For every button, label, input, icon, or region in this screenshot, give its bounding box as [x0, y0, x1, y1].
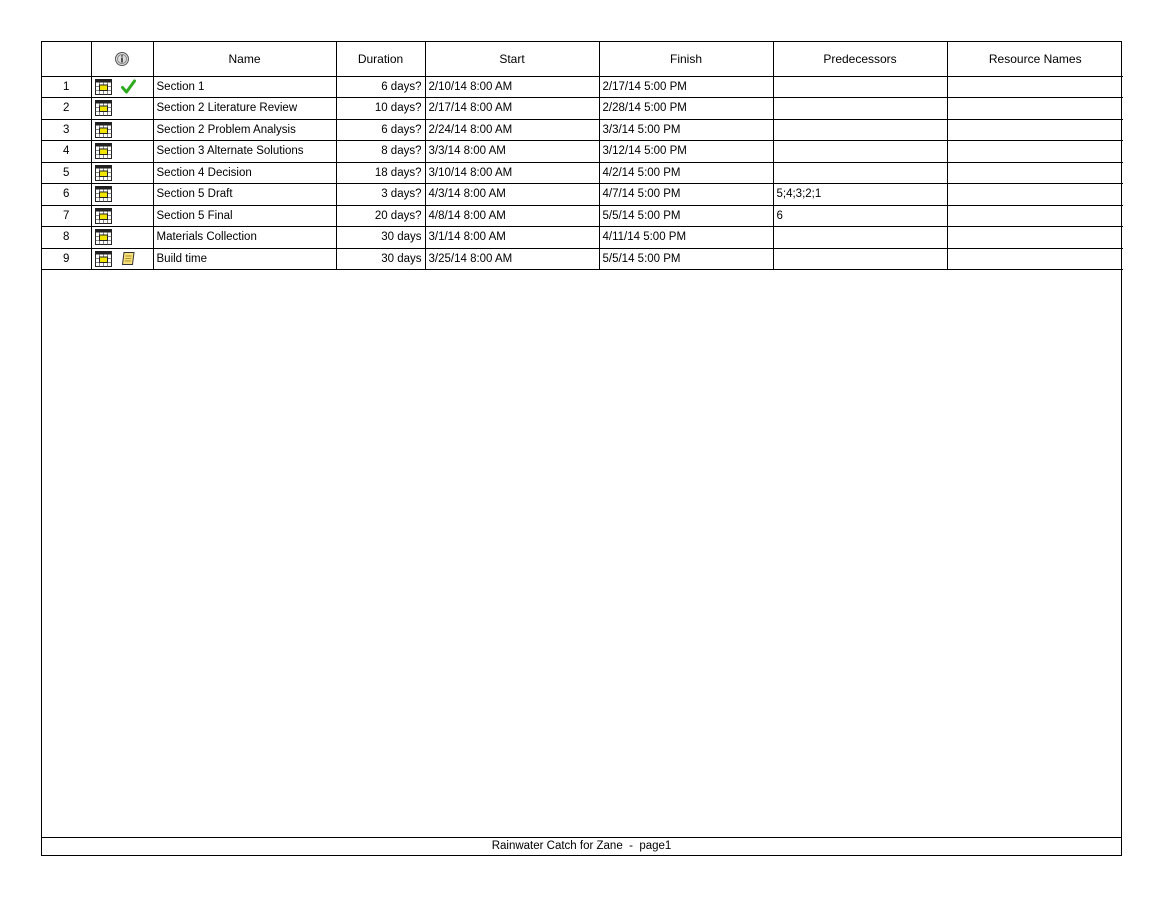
task-finish[interactable]: 2/17/14 5:00 PM — [599, 76, 773, 98]
task-resource-names[interactable] — [947, 119, 1123, 141]
task-predecessors[interactable] — [773, 98, 947, 120]
calendar-icon — [95, 229, 112, 245]
row-indicators — [91, 248, 153, 270]
task-finish[interactable]: 4/7/14 5:00 PM — [599, 184, 773, 206]
table-row[interactable] — [42, 162, 1123, 184]
row-id[interactable]: 5 — [42, 162, 91, 184]
header-resource-names[interactable]: Resource Names — [947, 42, 1123, 76]
header-finish[interactable]: Finish — [599, 42, 773, 76]
task-predecessors[interactable] — [773, 141, 947, 163]
task-table — [42, 42, 1123, 270]
task-start[interactable]: 3/3/14 8:00 AM — [425, 141, 599, 163]
task-predecessors[interactable] — [773, 76, 947, 98]
table-row[interactable] — [42, 184, 1123, 206]
calendar-icon — [95, 186, 112, 202]
task-predecessors[interactable] — [773, 227, 947, 249]
calendar-icon — [95, 79, 112, 95]
header-name[interactable]: Name — [153, 42, 336, 76]
calendar-icon — [95, 165, 112, 181]
row-id[interactable]: 6 — [42, 184, 91, 206]
table-row[interactable] — [42, 98, 1123, 120]
task-start[interactable]: 2/17/14 8:00 AM — [425, 98, 599, 120]
table-row[interactable] — [42, 119, 1123, 141]
task-duration[interactable]: 10 days? — [336, 98, 425, 120]
task-start[interactable]: 3/10/14 8:00 AM — [425, 162, 599, 184]
task-finish[interactable]: 5/5/14 5:00 PM — [599, 205, 773, 227]
task-start[interactable]: 3/25/14 8:00 AM — [425, 248, 599, 270]
task-duration[interactable]: 30 days — [336, 248, 425, 270]
task-resource-names[interactable] — [947, 76, 1123, 98]
row-indicators — [91, 76, 153, 98]
page-footer: Rainwater Catch for Zane - page1 — [42, 837, 1121, 855]
row-id[interactable]: 2 — [42, 98, 91, 120]
table-row[interactable] — [42, 76, 1123, 98]
row-indicators — [91, 119, 153, 141]
header-indicators[interactable] — [91, 42, 153, 76]
task-finish[interactable]: 4/11/14 5:00 PM — [599, 227, 773, 249]
task-start[interactable]: 4/8/14 8:00 AM — [425, 205, 599, 227]
row-id[interactable]: 1 — [42, 76, 91, 98]
task-finish[interactable]: 3/12/14 5:00 PM — [599, 141, 773, 163]
task-finish[interactable]: 4/2/14 5:00 PM — [599, 162, 773, 184]
task-duration[interactable]: 8 days? — [336, 141, 425, 163]
task-finish[interactable]: 2/28/14 5:00 PM — [599, 98, 773, 120]
checkmark-icon — [121, 79, 136, 94]
table-row[interactable] — [42, 205, 1123, 227]
row-id[interactable]: 8 — [42, 227, 91, 249]
row-indicators — [91, 141, 153, 163]
task-name[interactable]: Section 2 Problem Analysis — [153, 119, 336, 141]
row-id[interactable]: 7 — [42, 205, 91, 227]
row-indicators — [91, 162, 153, 184]
task-resource-names[interactable] — [947, 227, 1123, 249]
calendar-icon — [95, 122, 112, 138]
task-name[interactable]: Section 1 — [153, 76, 336, 98]
task-duration[interactable]: 30 days — [336, 227, 425, 249]
task-predecessors[interactable]: 5;4;3;2;1 — [773, 184, 947, 206]
row-indicators — [91, 98, 153, 120]
task-finish[interactable]: 3/3/14 5:00 PM — [599, 119, 773, 141]
task-name[interactable]: Section 4 Decision — [153, 162, 336, 184]
task-start[interactable]: 3/1/14 8:00 AM — [425, 227, 599, 249]
task-resource-names[interactable] — [947, 162, 1123, 184]
note-icon — [121, 251, 136, 266]
header-row — [42, 42, 1123, 76]
task-duration[interactable]: 6 days? — [336, 119, 425, 141]
row-indicators — [91, 184, 153, 206]
task-duration[interactable]: 20 days? — [336, 205, 425, 227]
task-name[interactable]: Section 5 Final — [153, 205, 336, 227]
task-name[interactable]: Section 5 Draft — [153, 184, 336, 206]
table-row[interactable] — [42, 227, 1123, 249]
header-id[interactable] — [42, 42, 91, 76]
row-indicators — [91, 227, 153, 249]
row-id[interactable]: 3 — [42, 119, 91, 141]
task-name[interactable]: Build time — [153, 248, 336, 270]
header-duration[interactable]: Duration — [336, 42, 425, 76]
task-name[interactable]: Section 2 Literature Review — [153, 98, 336, 120]
task-predecessors[interactable]: 6 — [773, 205, 947, 227]
calendar-icon — [95, 100, 112, 116]
task-start[interactable]: 4/3/14 8:00 AM — [425, 184, 599, 206]
task-duration[interactable]: 18 days? — [336, 162, 425, 184]
task-resource-names[interactable] — [947, 98, 1123, 120]
task-resource-names[interactable] — [947, 184, 1123, 206]
task-resource-names[interactable] — [947, 141, 1123, 163]
task-duration[interactable]: 6 days? — [336, 76, 425, 98]
info-icon — [114, 51, 130, 67]
table-row[interactable] — [42, 141, 1123, 163]
task-predecessors[interactable] — [773, 119, 947, 141]
calendar-icon — [95, 143, 112, 159]
task-finish[interactable]: 5/5/14 5:00 PM — [599, 248, 773, 270]
task-start[interactable]: 2/10/14 8:00 AM — [425, 76, 599, 98]
task-duration[interactable]: 3 days? — [336, 184, 425, 206]
task-predecessors[interactable] — [773, 162, 947, 184]
row-id[interactable]: 4 — [42, 141, 91, 163]
task-name[interactable]: Materials Collection — [153, 227, 336, 249]
task-rows — [42, 76, 1123, 270]
task-resource-names[interactable] — [947, 205, 1123, 227]
task-sheet — [41, 41, 1122, 856]
calendar-icon — [95, 251, 112, 267]
calendar-icon — [95, 208, 112, 224]
task-name[interactable]: Section 3 Alternate Solutions — [153, 141, 336, 163]
table-row[interactable] — [42, 248, 1123, 270]
row-indicators — [91, 205, 153, 227]
task-resource-names[interactable] — [947, 248, 1123, 270]
task-start[interactable]: 2/24/14 8:00 AM — [425, 119, 599, 141]
task-predecessors[interactable] — [773, 248, 947, 270]
header-predecessors[interactable]: Predecessors — [773, 42, 947, 76]
header-start[interactable]: Start — [425, 42, 599, 76]
row-id[interactable]: 9 — [42, 248, 91, 270]
